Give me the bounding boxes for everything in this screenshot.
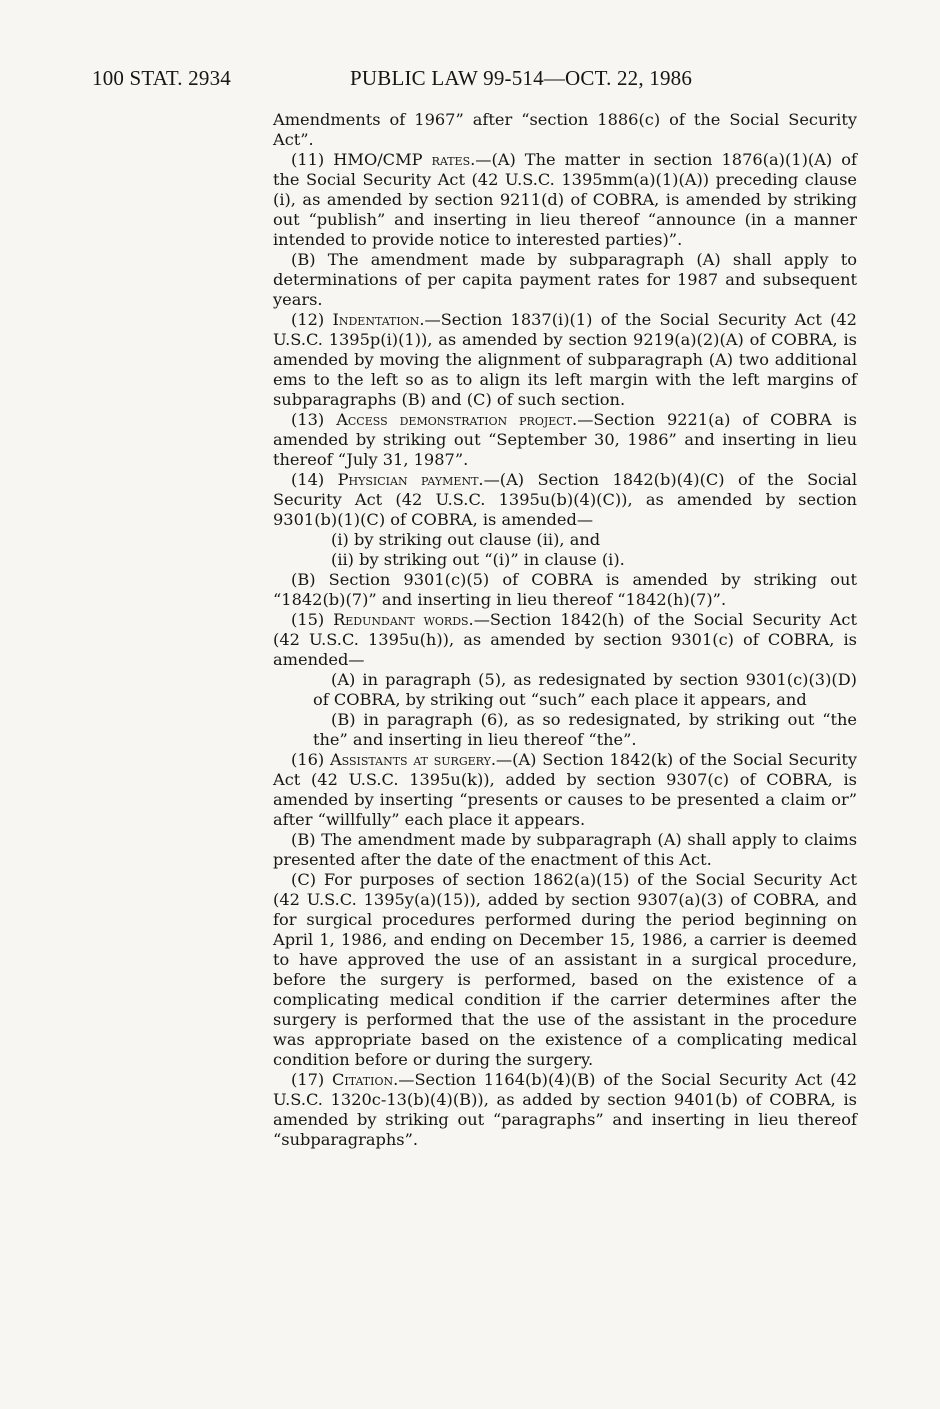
paragraph-text: —Section 1837(i)(1) of the Social Security Act (42 U.S.C. 1395p(i)(1)), as amended by section 9219(a)(2)(A) of COBRA, is amended by moving the alignment of subparagraph (A) two additional ems to the left so as to align its left margin with the left margins of subparagraphs (B) and (C) of such section. [273,310,857,409]
statute-page-number: 100 STAT. 2934 [92,66,231,90]
paragraph-text: —(A) The matter in section 1876(a)(1)(A) of the Social Security Act (42 U.S.C. 1395mm(a)(1)(A)) preceding clause (i), as amended by section 9211(d) of COBRA, is amended by striking out “publish” and inserting in lieu thereof “announce (in a manner intended to provide notice to interested parties)”. [273,150,857,249]
paragraph-heading: (16) Assistants at surgery. [291,750,496,769]
paragraph [273,250,857,310]
paragraph [273,110,857,150]
paragraph [273,830,857,870]
paragraph [273,570,857,610]
paragraph-heading: (17) Citation. [291,1070,399,1089]
paragraph [273,710,857,750]
paragraph-heading: (12) Indentation. [291,310,425,329]
paragraph [273,1070,857,1150]
paragraph-text: —Section 1164(b)(4)(B) of the Social Security Act (42 U.S.C. 1320c-13(b)(4)(B)), as added by section 9401(b) of COBRA, is amended by striking out “paragraphs” and inserting in lieu thereof “subparagraphs”. [273,1070,857,1149]
paragraph-text: (B) in paragraph (6), as so redesignated, by striking out “the the” and inserting in lieu thereof “the”. [313,710,857,749]
paragraph-text: Amendments of 1967” after “section 1886(c) of the Social Security Act”. [273,110,857,149]
paragraph-text: (ii) by striking out “(i)” in clause (i). [331,550,625,569]
paragraph-text: —(A) Section 1842(b)(4)(C) of the Social Security Act (42 U.S.C. 1395u(b)(4)(C)), as amended by section 9301(b)(1)(C) of COBRA, is amended— [273,470,857,529]
paragraph-text: (B) The amendment made by subparagraph (A) shall apply to determinations of per capita payment rates for 1987 and subsequent years. [273,250,857,309]
paragraph-text: —Section 1842(h) of the Social Security Act (42 U.S.C. 1395u(h)), as amended by section 9301(c) of COBRA, is amended— [273,610,857,669]
paragraph [273,750,857,830]
paragraph-heading: (13) Access demonstration project. [291,410,578,429]
paragraph-text: —Section 9221(a) of COBRA is amended by striking out “September 30, 1986” and inserting in lieu thereof “July 31, 1987”. [273,410,857,469]
paragraph [273,410,857,470]
document-body [273,110,857,1150]
paragraph-heading: (15) Redundant words. [291,610,474,629]
paragraph [273,150,857,250]
paragraph [273,470,857,530]
paragraph [273,530,857,550]
paragraph-text: (B) The amendment made by subparagraph (A) shall apply to claims presented after the date of the enactment of this Act. [273,830,857,869]
paragraph-heading: (14) Physician payment. [291,470,484,489]
paragraph-text: (C) For purposes of section 1862(a)(15) of the Social Security Act (42 U.S.C. 1395y(a)(15)), added by section 9307(a)(3) of COBRA, and for surgical procedures performed during the period beginning on April 1, 1986, and ending on December 15, 1986, a carrier is deemed to have approved the use of an assistant in a surgical procedure, before the surgery is performed, based on the existence of a complicating medical condition if the carrier determines after the surgery is performed that the use of the assistant in the procedure was appropriate based on the existence of a complicating medical condition before or during the surgery. [273,870,857,1069]
paragraph-text: (i) by striking out clause (ii), and [331,530,601,549]
paragraph [273,550,857,570]
paragraph-heading: (11) HMO/CMP rates. [291,150,476,169]
paragraph-text: (A) in paragraph (5), as redesignated by section 9301(c)(3)(D) of COBRA, by striking out “such” each place it appears, and [313,670,857,709]
paragraph [273,870,857,1070]
paragraph-text: (B) Section 9301(c)(5) of COBRA is amended by striking out “1842(b)(7)” and inserting in lieu thereof “1842(h)(7)”. [273,570,857,609]
paragraph [273,670,857,710]
paragraph [273,310,857,410]
paragraph [273,610,857,670]
paragraph-text: —(A) Section 1842(k) of the Social Security Act (42 U.S.C. 1395u(k)), added by section 9307(c) of COBRA, is amended by inserting “presents or causes to be presented a claim or” after “willfully” each place it appears. [273,750,857,829]
public-law-title: PUBLIC LAW 99-514—OCT. 22, 1986 [350,66,693,90]
